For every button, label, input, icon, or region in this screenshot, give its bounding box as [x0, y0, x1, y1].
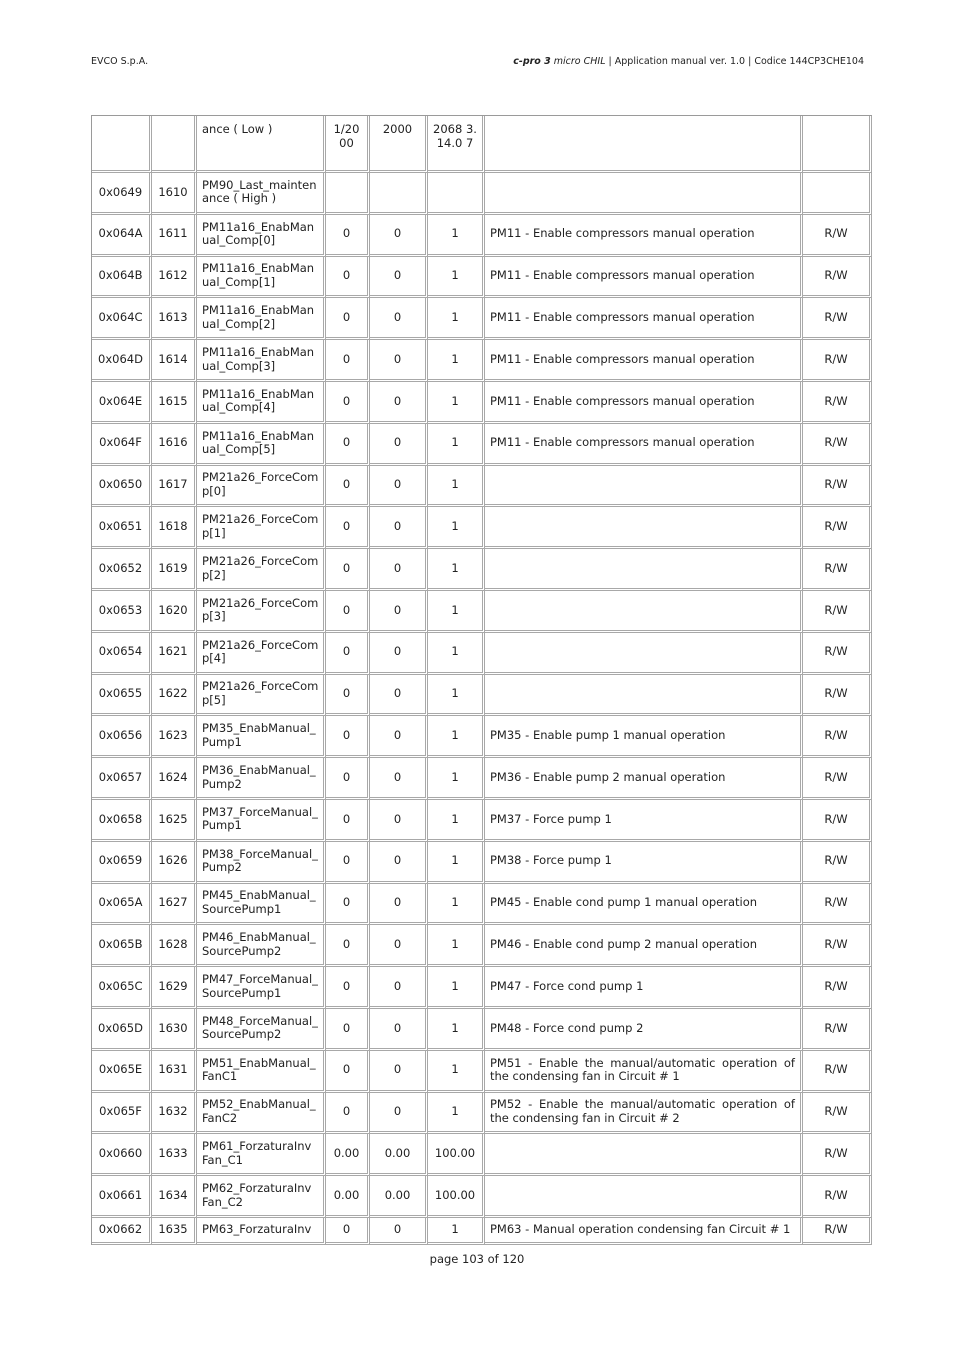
- cell-name: PM52_EnabManual_ FanC2: [197, 1093, 326, 1135]
- table-row: [92, 549, 872, 591]
- cell-access: R/W: [803, 758, 872, 800]
- cell-dec: 1631: [152, 1051, 197, 1093]
- cell-hex: 0x064E: [92, 382, 152, 424]
- cell-access: R/W: [803, 675, 872, 717]
- cell-max: 1: [428, 1009, 485, 1051]
- cell-description: PM48 - Force cond pump 2: [485, 1009, 803, 1051]
- cell-min: 0: [370, 633, 428, 675]
- cell-max: 1: [428, 298, 485, 340]
- cell-default: 0: [326, 716, 370, 758]
- cell-default: 0: [326, 424, 370, 466]
- cell-name: PM11a16_EnabMan ual_Comp[0]: [197, 215, 326, 257]
- cell-max: 100.00: [428, 1176, 485, 1218]
- cell-dec: 1625: [152, 800, 197, 842]
- cell-description: PM38 - Force pump 1: [485, 842, 803, 884]
- cell-description: [485, 675, 803, 717]
- cell-max: [428, 173, 485, 215]
- table-row: [92, 466, 872, 508]
- cell-dec: 1615: [152, 382, 197, 424]
- cell-dec: 1620: [152, 591, 197, 633]
- table-row: [92, 633, 872, 675]
- cell-name: PM11a16_EnabMan ual_Comp[4]: [197, 382, 326, 424]
- cell-default: [326, 173, 370, 215]
- cell-description: PM51 - Enable the manual/automatic operation of the condensing fan in Circuit # 1: [485, 1051, 803, 1093]
- cell-hex: 0x0657: [92, 758, 152, 800]
- product-name-italic: micro CHIL: [550, 56, 606, 67]
- cell-name: PM21a26_ForceCom p[4]: [197, 633, 326, 675]
- cell-description: PM11 - Enable compressors manual operation: [485, 215, 803, 257]
- cell-min: 0.00: [370, 1134, 428, 1176]
- cell-max: 1: [428, 800, 485, 842]
- table-row: [92, 967, 872, 1009]
- cell-description: PM45 - Enable cond pump 1 manual operation: [485, 884, 803, 926]
- table-row: [92, 382, 872, 424]
- cell-min: 0: [370, 1218, 428, 1245]
- cell-dec: 1614: [152, 340, 197, 382]
- cell-hex: 0x0654: [92, 633, 152, 675]
- cell-hex: 0x065F: [92, 1093, 152, 1135]
- product-name-bold: c-pro 3: [513, 56, 551, 67]
- cell-min: 0.00: [370, 1176, 428, 1218]
- cell-name: PM63_ForzaturaInv: [197, 1218, 326, 1245]
- cell-min: 0: [370, 1093, 428, 1135]
- cell-name: ance ( Low ): [197, 116, 326, 173]
- cell-default: 0: [326, 967, 370, 1009]
- table-row: [92, 424, 872, 466]
- cell-name: PM21a26_ForceCom p[2]: [197, 549, 326, 591]
- cell-max: 1: [428, 633, 485, 675]
- cell-description: [485, 633, 803, 675]
- cell-description: [485, 116, 803, 173]
- cell-dec: 1618: [152, 507, 197, 549]
- cell-hex: 0x065B: [92, 925, 152, 967]
- cell-dec: 1633: [152, 1134, 197, 1176]
- cell-hex: 0x0656: [92, 716, 152, 758]
- table-row: [92, 842, 872, 884]
- cell-name: PM62_ForzaturaInv Fan_C2: [197, 1176, 326, 1218]
- cell-access: R/W: [803, 591, 872, 633]
- table-row: [92, 1093, 872, 1135]
- cell-default: 0: [326, 215, 370, 257]
- cell-name: PM36_EnabManual_ Pump2: [197, 758, 326, 800]
- cell-hex: 0x0650: [92, 466, 152, 508]
- cell-access: R/W: [803, 967, 872, 1009]
- cell-access: R/W: [803, 1176, 872, 1218]
- cell-max: 1: [428, 340, 485, 382]
- cell-name: PM45_EnabManual_ SourcePump1: [197, 884, 326, 926]
- cell-access: R/W: [803, 298, 872, 340]
- cell-hex: 0x0653: [92, 591, 152, 633]
- cell-min: 0: [370, 925, 428, 967]
- table-row: [92, 675, 872, 717]
- cell-min: 0: [370, 549, 428, 591]
- page-number: page 103 of 120: [429, 1252, 525, 1266]
- cell-max: 1: [428, 507, 485, 549]
- cell-access: R/W: [803, 716, 872, 758]
- cell-default: 0: [326, 382, 370, 424]
- cell-description: [485, 507, 803, 549]
- cell-default: 0: [326, 1093, 370, 1135]
- cell-min: 0: [370, 675, 428, 717]
- cell-dec: 1630: [152, 1009, 197, 1051]
- cell-dec: 1619: [152, 549, 197, 591]
- cell-access: R/W: [803, 340, 872, 382]
- table-row: [92, 507, 872, 549]
- cell-max: 1: [428, 257, 485, 299]
- cell-min: [370, 173, 428, 215]
- cell-name: PM37_ForceManual_ Pump1: [197, 800, 326, 842]
- cell-access: R/W: [803, 1051, 872, 1093]
- cell-max: 2068 3.14.0 7: [428, 116, 485, 173]
- cell-default: 0: [326, 1218, 370, 1245]
- cell-access: R/W: [803, 382, 872, 424]
- cell-dec: 1623: [152, 716, 197, 758]
- cell-hex: 0x0649: [92, 173, 152, 215]
- cell-description: PM47 - Force cond pump 1: [485, 967, 803, 1009]
- cell-dec: 1628: [152, 925, 197, 967]
- cell-default: 0: [326, 466, 370, 508]
- cell-min: 0: [370, 215, 428, 257]
- cell-default: 0: [326, 507, 370, 549]
- cell-name: PM51_EnabManual_ FanC1: [197, 1051, 326, 1093]
- cell-dec: 1612: [152, 257, 197, 299]
- cell-name: PM11a16_EnabMan ual_Comp[5]: [197, 424, 326, 466]
- cell-hex: 0x0660: [92, 1134, 152, 1176]
- cell-default: 0: [326, 549, 370, 591]
- table-row: [92, 716, 872, 758]
- table-row: [92, 257, 872, 299]
- cell-default: 0: [326, 800, 370, 842]
- cell-max: 1: [428, 424, 485, 466]
- cell-default: 0.00: [326, 1176, 370, 1218]
- cell-access: R/W: [803, 257, 872, 299]
- cell-default: 0: [326, 298, 370, 340]
- cell-dec: 1635: [152, 1218, 197, 1245]
- cell-dec: 1629: [152, 967, 197, 1009]
- cell-hex: 0x065C: [92, 967, 152, 1009]
- cell-hex: 0x064B: [92, 257, 152, 299]
- cell-default: 0: [326, 675, 370, 717]
- cell-name: PM47_ForceManual_ SourcePump1: [197, 967, 326, 1009]
- cell-hex: 0x064D: [92, 340, 152, 382]
- cell-hex: 0x065A: [92, 884, 152, 926]
- cell-default: 1/20 00: [326, 116, 370, 173]
- cell-default: 0: [326, 257, 370, 299]
- cell-max: 1: [428, 842, 485, 884]
- cell-default: 0: [326, 340, 370, 382]
- cell-description: PM37 - Force pump 1: [485, 800, 803, 842]
- cell-default: 0: [326, 925, 370, 967]
- cell-dec: 1626: [152, 842, 197, 884]
- cell-dec: 1610: [152, 173, 197, 215]
- cell-access: R/W: [803, 884, 872, 926]
- table-row: [92, 884, 872, 926]
- cell-access: R/W: [803, 842, 872, 884]
- cell-description: [485, 1134, 803, 1176]
- cell-max: 1: [428, 758, 485, 800]
- cell-default: 0.00: [326, 1134, 370, 1176]
- table-row: [92, 758, 872, 800]
- table-row: [92, 215, 872, 257]
- cell-min: 0: [370, 800, 428, 842]
- cell-max: 1: [428, 1093, 485, 1135]
- company-name: EVCO S.p.A.: [91, 56, 149, 67]
- cell-default: 0: [326, 758, 370, 800]
- cell-dec: 1632: [152, 1093, 197, 1135]
- cell-min: 2000: [370, 116, 428, 173]
- cell-min: 0: [370, 424, 428, 466]
- cell-dec: 1627: [152, 884, 197, 926]
- cell-hex: 0x065D: [92, 1009, 152, 1051]
- cell-default: 0: [326, 884, 370, 926]
- cell-description: PM11 - Enable compressors manual operation: [485, 340, 803, 382]
- cell-dec: 1624: [152, 758, 197, 800]
- cell-name: PM21a26_ForceCom p[3]: [197, 591, 326, 633]
- cell-access: R/W: [803, 800, 872, 842]
- cell-name: PM61_ForzaturaInv Fan_C1: [197, 1134, 326, 1176]
- cell-min: 0: [370, 340, 428, 382]
- cell-name: PM21a26_ForceCom p[1]: [197, 507, 326, 549]
- cell-access: R/W: [803, 466, 872, 508]
- cell-name: PM38_ForceManual_ Pump2: [197, 842, 326, 884]
- cell-hex: 0x064A: [92, 215, 152, 257]
- table-row: [92, 800, 872, 842]
- cell-dec: 1621: [152, 633, 197, 675]
- cell-name: PM48_ForceManual_ SourcePump2: [197, 1009, 326, 1051]
- cell-name: PM21a26_ForceCom p[5]: [197, 675, 326, 717]
- cell-max: 1: [428, 925, 485, 967]
- table-row: [92, 1218, 872, 1245]
- table-row: [92, 173, 872, 215]
- cell-access: R/W: [803, 549, 872, 591]
- cell-description: [485, 549, 803, 591]
- table-row: [92, 1134, 872, 1176]
- cell-description: PM11 - Enable compressors manual operation: [485, 382, 803, 424]
- cell-min: 0: [370, 298, 428, 340]
- cell-min: 0: [370, 382, 428, 424]
- cell-min: 0: [370, 884, 428, 926]
- cell-default: 0: [326, 633, 370, 675]
- cell-access: R/W: [803, 1134, 872, 1176]
- cell-max: 1: [428, 215, 485, 257]
- cell-description: PM36 - Enable pump 2 manual operation: [485, 758, 803, 800]
- cell-min: 0: [370, 716, 428, 758]
- cell-access: R/W: [803, 1093, 872, 1135]
- cell-min: 0: [370, 1051, 428, 1093]
- cell-access: [803, 116, 872, 173]
- cell-access: R/W: [803, 507, 872, 549]
- cell-max: 1: [428, 382, 485, 424]
- cell-access: [803, 173, 872, 215]
- cell-max: 1: [428, 1051, 485, 1093]
- table-row: [92, 1009, 872, 1051]
- cell-hex: 0x064F: [92, 424, 152, 466]
- register-table: [91, 115, 872, 1245]
- cell-access: R/W: [803, 424, 872, 466]
- cell-max: 1: [428, 716, 485, 758]
- cell-hex: 0x065E: [92, 1051, 152, 1093]
- cell-min: 0: [370, 758, 428, 800]
- cell-name: PM11a16_EnabMan ual_Comp[3]: [197, 340, 326, 382]
- table-row-continuation: [92, 116, 872, 173]
- table-row: [92, 298, 872, 340]
- cell-max: 1: [428, 549, 485, 591]
- cell-description: [485, 1176, 803, 1218]
- cell-default: 0: [326, 591, 370, 633]
- manual-reference: | Application manual ver. 1.0 | Codice 144CP3CHE104: [605, 56, 864, 67]
- cell-dec: 1634: [152, 1176, 197, 1218]
- table-row: [92, 591, 872, 633]
- cell-description: [485, 173, 803, 215]
- table-row: [92, 1176, 872, 1218]
- cell-dec: 1611: [152, 215, 197, 257]
- cell-description: PM11 - Enable compressors manual operation: [485, 424, 803, 466]
- cell-hex: 0x0661: [92, 1176, 152, 1218]
- cell-name: PM46_EnabManual_ SourcePump2: [197, 925, 326, 967]
- cell-min: 0: [370, 842, 428, 884]
- cell-dec: 1617: [152, 466, 197, 508]
- cell-dec: 1616: [152, 424, 197, 466]
- cell-max: 1: [428, 466, 485, 508]
- cell-min: 0: [370, 591, 428, 633]
- cell-max: 1: [428, 675, 485, 717]
- cell-name: PM90_Last_mainten ance ( High ): [197, 173, 326, 215]
- cell-default: 0: [326, 1051, 370, 1093]
- cell-access: R/W: [803, 925, 872, 967]
- cell-description: PM35 - Enable pump 1 manual operation: [485, 716, 803, 758]
- cell-min: 0: [370, 967, 428, 1009]
- cell-dec: 1613: [152, 298, 197, 340]
- cell-description: PM63 - Manual operation condensing fan Circuit # 1: [485, 1218, 803, 1245]
- cell-max: 1: [428, 884, 485, 926]
- cell-name: PM21a26_ForceCom p[0]: [197, 466, 326, 508]
- table-row: [92, 340, 872, 382]
- cell-dec: 1622: [152, 675, 197, 717]
- cell-access: R/W: [803, 1218, 872, 1245]
- cell-hex: 0x064C: [92, 298, 152, 340]
- cell-hex: 0x0658: [92, 800, 152, 842]
- cell-dec: [152, 116, 197, 173]
- document-reference: [513, 56, 864, 67]
- cell-access: R/W: [803, 215, 872, 257]
- cell-default: 0: [326, 1009, 370, 1051]
- cell-hex: 0x0655: [92, 675, 152, 717]
- cell-name: PM35_EnabManual_ Pump1: [197, 716, 326, 758]
- cell-description: PM11 - Enable compressors manual operation: [485, 298, 803, 340]
- cell-hex: 0x0651: [92, 507, 152, 549]
- cell-min: 0: [370, 507, 428, 549]
- cell-description: PM52 - Enable the manual/automatic operation of the condensing fan in Circuit # 2: [485, 1093, 803, 1135]
- cell-min: 0: [370, 257, 428, 299]
- table-row: [92, 925, 872, 967]
- cell-description: PM11 - Enable compressors manual operation: [485, 257, 803, 299]
- cell-max: 1: [428, 591, 485, 633]
- cell-description: [485, 591, 803, 633]
- cell-hex: 0x0652: [92, 549, 152, 591]
- cell-min: 0: [370, 1009, 428, 1051]
- cell-access: R/W: [803, 633, 872, 675]
- cell-max: 1: [428, 1218, 485, 1245]
- cell-name: PM11a16_EnabMan ual_Comp[1]: [197, 257, 326, 299]
- table-row: [92, 1051, 872, 1093]
- cell-description: [485, 466, 803, 508]
- cell-access: R/W: [803, 1009, 872, 1051]
- cell-hex: [92, 116, 152, 173]
- cell-description: PM46 - Enable cond pump 2 manual operation: [485, 925, 803, 967]
- cell-min: 0: [370, 466, 428, 508]
- cell-max: 100.00: [428, 1134, 485, 1176]
- cell-hex: 0x0662: [92, 1218, 152, 1245]
- cell-name: PM11a16_EnabMan ual_Comp[2]: [197, 298, 326, 340]
- cell-max: 1: [428, 967, 485, 1009]
- cell-default: 0: [326, 842, 370, 884]
- cell-hex: 0x0659: [92, 842, 152, 884]
